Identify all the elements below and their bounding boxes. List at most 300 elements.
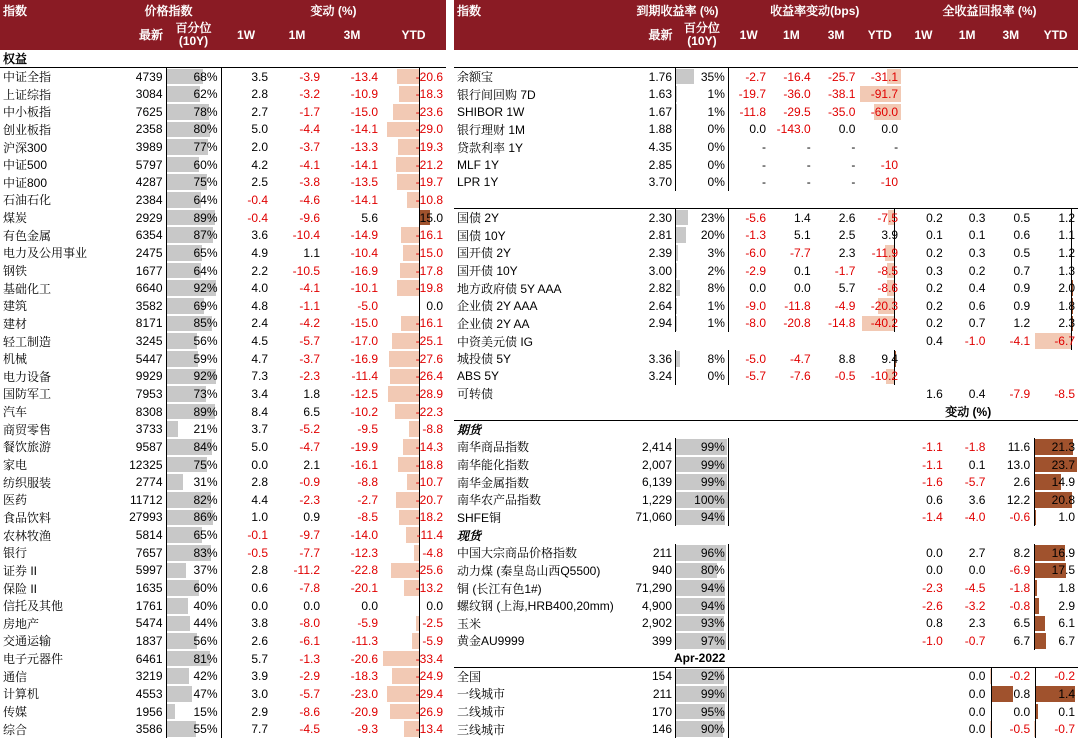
- ytd-cell: [381, 473, 446, 491]
- equity-row: [0, 509, 446, 527]
- index-name: 钢铁: [3, 264, 28, 278]
- value-cell: -16.1: [350, 457, 379, 472]
- ytd-label: -0.5: [1009, 722, 1031, 737]
- ytd-cell: [381, 68, 446, 86]
- ytd-label: -11.4: [416, 528, 444, 543]
- ytd-label: -16.1: [415, 228, 444, 243]
- index-name: 三线城市: [457, 722, 506, 737]
- index-name: 国债 10Y: [457, 228, 506, 243]
- ytd-bar: [388, 386, 419, 402]
- ytd-label: -19.3: [415, 140, 444, 155]
- ytd-label: -10.8: [415, 192, 444, 207]
- value-cell: -14.1: [350, 157, 379, 172]
- value-cell: -1.8: [1009, 581, 1031, 596]
- money-row: [454, 85, 1078, 103]
- ytd-cell: [381, 244, 446, 262]
- latest-value: 940: [651, 563, 673, 578]
- value-cell: 0.0: [361, 598, 379, 613]
- ytd-axis: [1034, 562, 1035, 580]
- ytd-cell: [381, 297, 446, 315]
- value-cell: [1033, 350, 1078, 368]
- col-1m-header-r: 1M: [769, 20, 814, 50]
- real-estate-row: [454, 720, 1078, 738]
- value-cell: -4.1: [1009, 334, 1031, 349]
- latest-value: 6,139: [641, 475, 673, 490]
- equity-row: [0, 332, 446, 350]
- latest-value: 2.82: [648, 281, 673, 296]
- value-cell: -4.5: [964, 581, 986, 596]
- value-cell: 0.9: [303, 510, 321, 525]
- value-cell: -29.5: [783, 104, 811, 119]
- latest-value: 2.94: [648, 316, 673, 331]
- value-cell: -0.4: [247, 210, 269, 225]
- value-cell: -3.2: [299, 87, 321, 102]
- value-cell: [901, 350, 946, 368]
- ytd-cell: [381, 191, 446, 209]
- ytd-label: -0.2: [1009, 669, 1031, 684]
- value-cell: -0.8: [1009, 598, 1031, 613]
- ytd-label: -23.6: [415, 104, 444, 119]
- col-1w-header: 1W: [221, 20, 271, 50]
- percentile-cell: [166, 685, 221, 703]
- value-cell: [988, 368, 1033, 386]
- percentile-label: 82%: [193, 492, 218, 507]
- bond-row: [454, 209, 1078, 227]
- subsection-row: [454, 420, 1078, 438]
- percentile-cell: [166, 403, 221, 421]
- latest-value: 2929: [135, 210, 163, 225]
- percentile-fill: [676, 227, 686, 243]
- percentile-label: 99%: [700, 439, 725, 454]
- equity-table: [0, 0, 446, 738]
- ytd-cell: [381, 385, 446, 403]
- equity-row: [0, 720, 446, 738]
- percentile-cell: [676, 438, 729, 456]
- equity-row: [0, 544, 446, 562]
- value-cell: 5.0: [251, 122, 269, 137]
- ytd-cell: [988, 685, 1033, 703]
- percentile-fill: [167, 598, 189, 614]
- value-cell: -5.7: [299, 686, 321, 701]
- value-cell: -: [851, 175, 856, 190]
- percentile-cell: [676, 156, 729, 174]
- value-cell: -2.9: [745, 263, 766, 278]
- index-name: 计算机: [3, 687, 40, 702]
- index-name: 电力及公用事业: [3, 246, 88, 261]
- ytd-label: -24.9: [415, 669, 444, 684]
- section-bond: [454, 191, 627, 209]
- latest-value: 3.24: [648, 369, 673, 384]
- spot-row: [454, 579, 1078, 597]
- section-real-estate: [454, 650, 627, 668]
- value-cell: -0.5: [247, 545, 269, 560]
- ytd-axis: [991, 685, 992, 703]
- value-cell: -3.7: [299, 351, 321, 366]
- value-cell: 0.2: [926, 245, 943, 260]
- value-cell: -4.2: [299, 316, 321, 331]
- ytd-cell: [1033, 615, 1078, 633]
- value-cell: [1033, 368, 1078, 386]
- latest-value: 5797: [135, 157, 163, 172]
- value-cell: 4.5: [251, 334, 269, 349]
- index-name: 电力设备: [3, 369, 52, 384]
- commodity-change-header: 变动 (%): [858, 403, 1078, 421]
- equity-row: [0, 420, 446, 438]
- percentile-label: 94%: [700, 598, 725, 613]
- value-cell: 2.8: [251, 563, 269, 578]
- real-estate-row: [454, 703, 1078, 721]
- value-cell: [814, 332, 859, 350]
- percentile-cell: [676, 562, 729, 580]
- percentile-cell: [166, 456, 221, 474]
- percentile-cell: [166, 438, 221, 456]
- equity-row: [0, 103, 446, 121]
- value-cell: 8.2: [1013, 545, 1031, 560]
- ytd-label: -15.0: [415, 245, 444, 260]
- percentile-label: 31%: [193, 475, 218, 490]
- col-latest-header: 最新: [116, 20, 166, 50]
- index-name: 国开债 10Y: [457, 264, 518, 278]
- latest-value: 3219: [135, 669, 163, 684]
- futures-row: [454, 473, 1078, 491]
- value-cell: -5.9: [357, 616, 379, 631]
- value-cell: -5.0: [745, 351, 766, 366]
- value-cell: -8.5: [357, 510, 379, 525]
- ytd-label: -4.8: [422, 545, 444, 560]
- ytd-cell: [381, 368, 446, 386]
- percentile-label: 23%: [700, 210, 725, 225]
- index-name: 基础化工: [3, 281, 52, 296]
- equity-row: [0, 650, 446, 668]
- latest-value: 11712: [130, 492, 163, 507]
- value-cell: 0.5: [1013, 210, 1031, 225]
- value-cell: -11.8: [739, 104, 766, 119]
- index-name: 企业债 2Y AAA: [457, 299, 538, 314]
- equity-row: [0, 138, 446, 156]
- equity-row: [0, 173, 446, 191]
- futures-row: [454, 509, 1078, 527]
- percentile-label: 3%: [707, 245, 725, 260]
- latest-value: 399: [651, 633, 673, 648]
- value-cell: -15.0: [350, 104, 379, 119]
- col-tr-1w-header: 1W: [901, 20, 946, 50]
- ytd-label: 1.2: [1058, 245, 1075, 260]
- latest-value: 7657: [135, 545, 163, 560]
- value-cell: 0.0: [794, 281, 811, 296]
- percentile-fill: [167, 668, 190, 684]
- latest-value: 9929: [135, 369, 163, 384]
- ytd-bar: [991, 686, 1014, 702]
- ytd-label: -11.9: [871, 245, 899, 260]
- ytd-label: -18.8: [415, 457, 444, 472]
- bond-row: [454, 226, 1078, 244]
- percentile-label: 35%: [700, 69, 725, 84]
- latest-value: 5997: [135, 563, 163, 578]
- ytd-label: -25.6: [415, 563, 444, 578]
- ytd-label: -2.5: [422, 616, 444, 631]
- value-cell: 4.7: [251, 351, 269, 366]
- value-cell: 2.3: [968, 616, 986, 631]
- percentile-cell: [676, 68, 729, 86]
- value-cell: -18.3: [350, 669, 379, 684]
- percentile-label: 8%: [707, 281, 725, 296]
- percentile-label: 97%: [700, 633, 725, 648]
- ytd-label: 15.0: [419, 210, 444, 225]
- value-cell: [946, 368, 989, 386]
- latest-value: 4553: [135, 686, 163, 701]
- ytd-bar: [389, 351, 419, 367]
- ytd-label: 2.9: [1058, 598, 1075, 613]
- percentile-fill: [167, 721, 197, 737]
- ytd-cell: [381, 279, 446, 297]
- percentile-label: 56%: [193, 334, 218, 349]
- money-row: [454, 138, 1078, 156]
- ytd-label: 6.7: [1058, 633, 1075, 648]
- futures-row: [454, 491, 1078, 509]
- percentile-label: 2%: [707, 263, 725, 278]
- value-cell: -3.2: [964, 598, 986, 613]
- spot-row: [454, 544, 1078, 562]
- index-name: 南华农产品指数: [457, 493, 542, 508]
- latest-value: 2475: [135, 245, 163, 260]
- section-row: [454, 650, 1078, 668]
- value-cell: 3.5: [251, 69, 269, 84]
- ytd-cell: [858, 262, 901, 280]
- percentile-cell: [676, 244, 729, 262]
- ytd-label: -31.1: [870, 69, 899, 84]
- percentile-cell: [676, 720, 729, 738]
- latest-value: 5474: [135, 616, 163, 631]
- value-cell: -16.4: [783, 69, 811, 84]
- ytd-cell: [858, 244, 901, 262]
- value-cell: 1.6: [926, 386, 943, 401]
- futures-row: [454, 438, 1078, 456]
- value-cell: 0.0: [251, 457, 269, 472]
- value-cell: -10.9: [350, 87, 379, 102]
- ytd-label: -6.7: [1054, 334, 1075, 349]
- futures-row: [454, 456, 1078, 474]
- percentile-label: 56%: [193, 633, 218, 648]
- percentile-label: 84%: [193, 439, 218, 454]
- percentile-cell: [166, 85, 221, 103]
- ytd-label: -29.0: [415, 122, 444, 137]
- value-cell: -35.0: [828, 104, 856, 119]
- value-cell: -: [762, 157, 766, 172]
- percentile-label: 75%: [193, 175, 218, 190]
- latest-value: 2.64: [648, 298, 673, 313]
- value-cell: -9.6: [299, 210, 321, 225]
- index-name: 机械: [3, 352, 28, 367]
- ytd-cell: [1033, 720, 1078, 738]
- subsection-futures: 期货: [457, 423, 482, 438]
- index-name: 银行理财 1M: [457, 122, 526, 137]
- equity-row: [0, 562, 446, 580]
- ytd-label: -8.6: [877, 281, 899, 296]
- index-name: 国债 2Y: [457, 211, 500, 226]
- value-cell: [901, 368, 946, 386]
- ytd-axis: [1035, 703, 1036, 721]
- index-name: 纺织服装: [3, 475, 52, 490]
- percentile-cell: [166, 191, 221, 209]
- percentile-fill: [676, 351, 680, 367]
- latest-value: 2,414: [641, 439, 673, 454]
- value-cell: -5.7: [299, 334, 321, 349]
- ytd-axis: [1034, 544, 1035, 562]
- percentile-label: 92%: [193, 369, 218, 384]
- value-cell: -7.7: [790, 245, 811, 260]
- col-tr-ytd-header: YTD: [1033, 20, 1078, 50]
- latest-value: 1761: [135, 598, 163, 613]
- col-total-return-header: 全收益回报率 (%): [901, 0, 1078, 20]
- index-name: 煤炭: [3, 211, 28, 226]
- section-row: [454, 403, 1078, 421]
- latest-value: 6461: [135, 651, 163, 666]
- spot-row: [454, 632, 1078, 650]
- ytd-bar: [390, 369, 418, 385]
- index-name: 创业板指: [3, 122, 52, 137]
- index-name: 国防军工: [3, 387, 52, 402]
- value-cell: -19.9: [350, 439, 379, 454]
- ytd-label: -60.0: [870, 104, 899, 119]
- value-cell: -7.9: [1009, 386, 1031, 401]
- value-cell: -10.2: [350, 404, 379, 419]
- value-cell: 1.8: [303, 386, 321, 401]
- percentile-label: 0%: [707, 175, 725, 190]
- value-cell: -7.8: [299, 581, 321, 596]
- ytd-cell: [381, 597, 446, 615]
- ytd-label: -18.2: [415, 510, 444, 525]
- latest-value: 71,290: [635, 581, 673, 596]
- value-cell: -5.6: [745, 210, 766, 225]
- ytd-cell: [381, 579, 446, 597]
- latest-value: 2358: [135, 122, 163, 137]
- index-name: 可转债: [457, 387, 494, 402]
- value-cell: -2.9: [299, 669, 321, 684]
- ytd-label: 1.2: [1058, 210, 1075, 225]
- equity-row: [0, 456, 446, 474]
- ytd-axis: [419, 420, 420, 438]
- latest-value: 6640: [135, 281, 163, 296]
- latest-value: 5814: [135, 528, 163, 543]
- percentile-cell: [166, 579, 221, 597]
- ytd-cell: [381, 650, 446, 668]
- value-cell: 0.0: [303, 598, 321, 613]
- value-cell: 7.7: [251, 722, 269, 737]
- col-yield-header: 到期收益率 (%): [627, 0, 729, 20]
- ytd-label: -0.7: [1054, 722, 1075, 737]
- value-cell: 0.6: [1013, 228, 1031, 243]
- ytd-bar: [409, 421, 418, 437]
- latest-value: 3084: [135, 87, 163, 102]
- ytd-cell: [1033, 597, 1078, 615]
- index-name: 石油石化: [3, 193, 52, 208]
- value-cell: [814, 385, 859, 403]
- value-cell: -4.4: [299, 122, 321, 137]
- percentile-label: 60%: [193, 581, 218, 596]
- ytd-label: -20.6: [415, 69, 444, 84]
- latest-value: 1837: [135, 633, 163, 648]
- section-row: [454, 191, 1078, 209]
- percentile-cell: [166, 509, 221, 527]
- ytd-label: 2.3: [1058, 316, 1075, 331]
- value-cell: -: [851, 140, 856, 155]
- percentile-label: 93%: [700, 616, 725, 631]
- ytd-label: -8.8: [422, 422, 444, 437]
- value-cell: -4.1: [299, 281, 321, 296]
- col-yield-change-header: 收益率变动(bps): [728, 0, 901, 20]
- ytd-axis: [1034, 579, 1035, 597]
- equity-row: [0, 632, 446, 650]
- value-cell: -13.4: [350, 69, 379, 84]
- value-cell: -8.0: [299, 616, 321, 631]
- value-cell: 0.7: [968, 316, 986, 331]
- ytd-cell: [381, 103, 446, 121]
- value-cell: -12.3: [350, 545, 379, 560]
- ytd-label: -16.1: [415, 316, 444, 331]
- value-cell: -1.7: [299, 104, 321, 119]
- percentile-label: 1%: [707, 316, 725, 331]
- value-cell: -10.4: [350, 245, 379, 260]
- value-cell: 5.7: [251, 651, 269, 666]
- value-cell: 12.2: [1006, 492, 1031, 507]
- value-cell: 0.0: [968, 704, 986, 719]
- value-cell: 0.1: [794, 263, 811, 278]
- value-cell: 4.2: [251, 157, 269, 172]
- equity-row: [0, 279, 446, 297]
- index-name: 家电: [3, 458, 28, 473]
- latest-value: 3.70: [648, 175, 673, 190]
- latest-value: [627, 332, 676, 350]
- ytd-bar: [387, 122, 418, 138]
- percentile-cell: [166, 562, 221, 580]
- percentile-label: 94%: [700, 510, 725, 525]
- value-cell: 2.2: [251, 263, 269, 278]
- value-cell: 5.1: [794, 228, 811, 243]
- latest-value: 2384: [135, 192, 163, 207]
- equity-row: [0, 385, 446, 403]
- value-cell: -15.0: [350, 316, 379, 331]
- value-cell: 0.1: [968, 457, 986, 472]
- latest-value: 1956: [135, 704, 163, 719]
- value-cell: -8.6: [299, 704, 321, 719]
- value-cell: 0.6: [968, 298, 986, 313]
- index-name: 玉米: [457, 616, 482, 631]
- ytd-cell: [1033, 262, 1078, 280]
- value-cell: -14.1: [350, 192, 379, 207]
- ytd-cell: [1033, 632, 1078, 650]
- value-cell: 0.3: [926, 263, 943, 278]
- equity-row: [0, 579, 446, 597]
- spot-row: [454, 597, 1078, 615]
- percentile-cell: [166, 156, 221, 174]
- equity-row: [0, 191, 446, 209]
- percentile-cell: [166, 667, 221, 685]
- ytd-label: 0.1: [1058, 704, 1075, 719]
- latest-value: 170: [651, 704, 673, 719]
- value-cell: 0.0: [749, 122, 766, 137]
- equity-row: [0, 226, 446, 244]
- percentile-label: 89%: [193, 210, 218, 225]
- latest-value: 1.63: [648, 87, 673, 102]
- latest-value: 9587: [135, 439, 163, 454]
- index-name: 南华商品指数: [457, 440, 530, 455]
- value-cell: 8.8: [838, 351, 856, 366]
- real-estate-row: [454, 667, 1078, 685]
- value-cell: 2.9: [251, 704, 269, 719]
- value-cell: -0.5: [834, 369, 856, 384]
- value-cell: -4.1: [299, 157, 321, 172]
- ytd-cell: [1033, 279, 1078, 297]
